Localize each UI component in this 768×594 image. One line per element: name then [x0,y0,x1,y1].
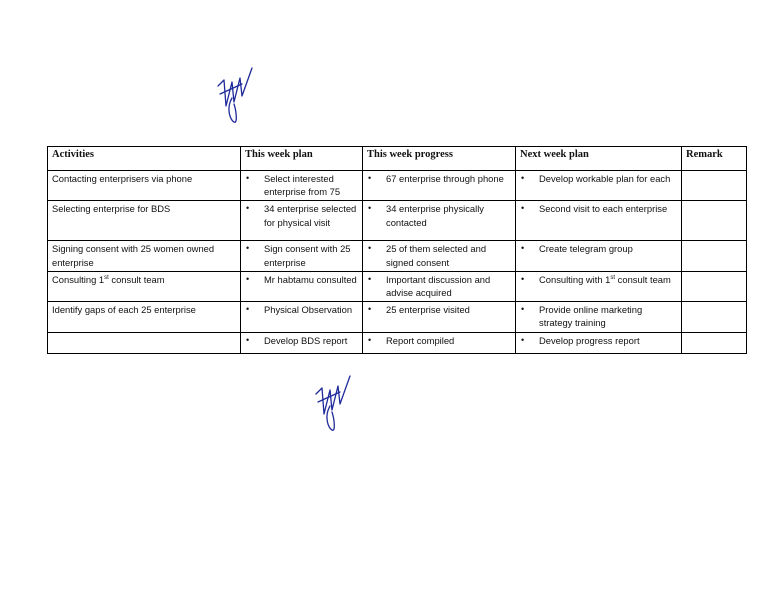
bullet: • [368,334,372,345]
next-cell [516,241,682,271]
bullet: • [521,273,525,284]
plan-cell [241,302,363,332]
table-row [48,241,747,271]
bullet: • [368,243,372,254]
next-text-tail: consult team [615,273,671,285]
weekly-progress-table [47,146,747,354]
bullet: • [521,203,525,214]
plan-text: Mr habtamu consulted [264,273,357,285]
ordinal-suffix: st [104,274,109,281]
activity-cell: Signing consent with 25 women owned enterprise [48,241,241,271]
activity-cell: Selecting enterprise for BDS [48,201,241,241]
ordinal-suffix: st [610,274,616,281]
bullet: • [246,243,250,254]
progress-cell [363,201,516,241]
next-cell [516,201,682,241]
plan-text: Develop BDS report [264,334,348,346]
next-text [539,273,677,286]
next-text: Create telegram group [539,243,633,255]
next-text-head: Consulting with 1 [539,273,611,285]
progress-cell [363,271,516,301]
bullet: • [521,334,525,345]
progress-text: 34 enterprise physically contacted [386,203,484,228]
header-activities: Activities [48,147,241,171]
bullet: • [246,304,250,315]
remark-cell [682,241,747,271]
next-cell [516,302,682,332]
remark-cell [682,171,747,201]
next-cell [516,332,682,353]
activity-cell [48,332,241,353]
table-row [48,332,747,353]
bullet: • [368,173,372,183]
bullet: • [246,273,250,284]
next-text: Develop workable plan for each [539,173,671,184]
plan-text: Select interested enterprise from 75 [264,173,341,198]
bullet: • [368,203,372,214]
bullet: • [246,173,250,183]
header-next-week-plan: Next week plan [516,147,682,171]
progress-cell [363,302,516,332]
plan-text: Physical Observation [264,304,353,316]
progress-text: Important discussion and advise acquired [386,273,491,299]
activity-cell: Contacting enterprisers via phone [48,171,241,201]
next-text: Second visit to each enterprise [539,203,668,215]
bullet: • [368,273,372,284]
bullet: • [521,173,525,183]
progress-cell [363,332,516,353]
progress-cell [363,241,516,271]
bullet: • [246,334,250,345]
activity-cell: Identify gaps of each 25 enterprise [48,302,241,332]
bullet: • [368,304,372,315]
table-row [48,302,747,332]
progress-text: 67 enterprise through phone [386,173,504,184]
activity-cell [48,271,241,301]
bullet: • [521,304,525,315]
plan-cell [241,271,363,301]
activity-text-tail: consult team [108,273,165,285]
plan-cell [241,201,363,241]
bullet: • [521,243,525,254]
remark-cell [682,302,747,332]
next-cell [516,171,682,201]
table-row [48,271,747,301]
remark-cell [682,271,747,301]
header-remark: Remark [682,147,747,171]
next-text: Develop progress report [539,334,640,346]
signature-bottom [310,374,356,434]
signature-top [212,66,258,126]
plan-cell [241,332,363,353]
plan-text: 34 enterprise selected for physical visit [264,203,357,228]
bullet: • [246,203,250,214]
progress-cell [363,171,516,201]
table-row [48,171,747,201]
header-this-week-plan: This week plan [241,147,363,171]
activity-text: Consulting 1 [52,273,105,285]
table-row [48,201,747,241]
table-header-row [48,147,747,171]
next-text: Provide online marketing strategy training [539,304,643,329]
plan-cell [241,241,363,271]
progress-text: Report compiled [386,334,455,346]
next-cell [516,271,682,301]
plan-cell [241,171,363,201]
progress-text: 25 of them selected and signed consent [386,243,487,268]
plan-text: Sign consent with 25 enterprise [264,243,351,268]
progress-text: 25 enterprise visited [386,304,470,316]
remark-cell [682,201,747,241]
header-this-week-progress: This week progress [363,147,516,171]
remark-cell [682,332,747,353]
